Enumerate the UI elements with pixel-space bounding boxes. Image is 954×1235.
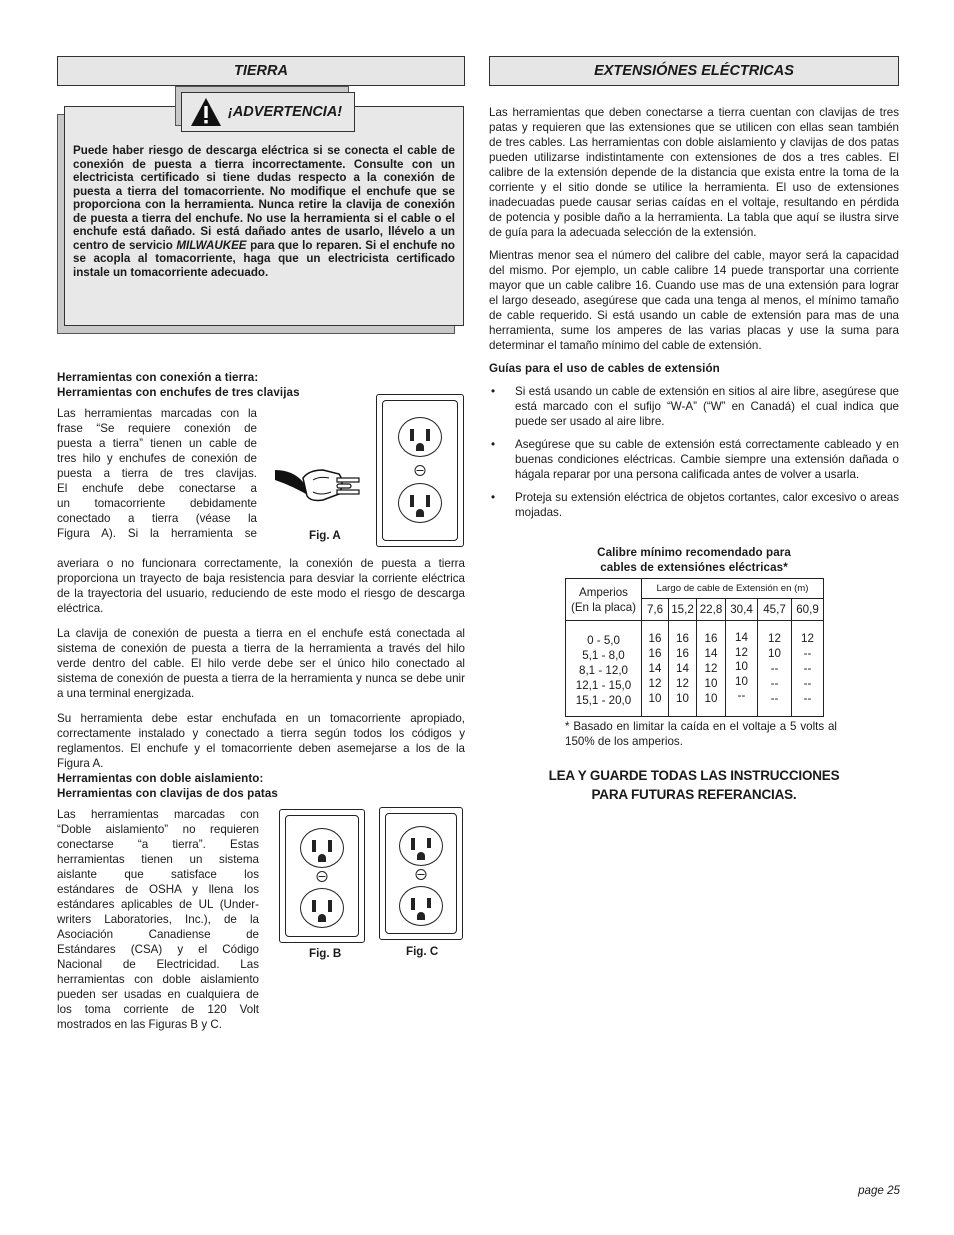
fig-b-outlet xyxy=(279,809,365,943)
bullet-icon: • xyxy=(491,438,496,451)
double-insulation-section xyxy=(57,771,465,1037)
grounded-section xyxy=(57,370,465,771)
warning-tab xyxy=(181,92,355,132)
extension-paragraph-1: Las herramientas que deben conectarse a tierra cuentan con clavijas de tres patas y requieren que las extensiones que se utilicen con ellas sean también de tres cables. Las herramientas con doble aislamiento y clavijas de dos patas pueden utilizarse indistintamente con extensiones de dos a tres cables. El calibre de la extensión depende de la distancia que exista entre la toma de la corriente y el sitio donde se utilice la herramienta. El uso de extensiones inadecuadas puede causar serias caídas en el voltaje, resultando en pérdida de potencia y posible daño a la herramienta. La tabla que aquí se ilustra sirve de guía para la adecuada selección de la extensión. xyxy=(489,106,899,239)
section-header-tierra: TIERRA xyxy=(57,56,465,86)
page-number: page 25 xyxy=(858,1184,900,1197)
table-row: 0 - 5,0 5,1 - 8,0 8,1 - 12,0 12,1 - 15,0 15,1 - 20,0 16 16 14 12 10 16 16 14 12 10 16 14 12 10 10 14 12 10 10 -- 12 10 -- -- -- 12 -- -- -- -- xyxy=(566,621,824,717)
table-footnote: * Basado en limitar la caída en el voltaje a 5 volts al 150% de los amperios. xyxy=(565,720,837,748)
table-row: 7,6 15,2 22,8 30,4 45,7 60,9 xyxy=(566,599,824,621)
gauge-table-wrap xyxy=(565,578,899,749)
fig-b-label: Fig. B xyxy=(309,947,342,960)
closing-notice: LEA Y GUARDE TODAS LAS INSTRUCCIONES PARA FUTURAS REFERANCIAS. xyxy=(548,768,840,802)
fig-c-label: Fig. C xyxy=(406,945,439,958)
fig-a-label: Fig. A xyxy=(309,529,341,542)
grounded-heading-2: Herramientas con enchufes de tres clavijas xyxy=(57,386,300,399)
double-heading-1: Herramientas con doble aislamiento: xyxy=(57,772,264,785)
warning-title: ¡ADVERTENCIA! xyxy=(228,103,343,120)
grounded-paragraph-2: La clavija de conexión de puesta a tierra en el enchufe está conectada al sistema de conexión de puesta a tierra de la herramienta a través del hilo verde dentro del cable. El hilo verde debe ser el único hilo conectado al sistema de conexión de puesta a tierra de la herramienta y nunca se debe unir a una terminal energizada. xyxy=(57,627,465,700)
double-heading-2: Herramientas con clavijas de dos patas xyxy=(57,787,278,800)
list-item: • Proteja su extensión eléctrica de objetos cortantes, calor excesivo o areas mojadas. xyxy=(491,491,899,519)
brand-name: MILWAUKEE xyxy=(176,238,247,252)
bullet-icon: • xyxy=(491,491,496,504)
guide-heading: Guías para el uso de cables de extensión xyxy=(489,362,720,375)
extension-paragraph-2: Mientras menor sea el número del calibre del cable, mayor será la capacidad del mismo. Por ejemplo, un cable calibre 14 puede transportar una corriente mayor que un cable calibre 16. Cuando use mas de una extensión para lograr el largo deseado, asegúrese que cada una tenga al menos, el mínimo tamaño de cable requerido. Si está usando un cable de extensión para mas de una herramienta, sume los amperes de las varias placas y use la suma para determinar el tamaño mínimo del cable de extensión. xyxy=(489,249,899,352)
table-row: Amperios (En la placa) Largo de cable de Extensión en (m) xyxy=(566,579,824,599)
left-column xyxy=(57,56,465,1037)
warning-triangle-icon xyxy=(190,97,222,127)
grounded-intro: Las herramientas marcadas con la frase “Se requiere conexión de puesta a tierra” tienen un cable de tres hilo y enchufes de conexión de puesta a tierra de tres clavijas. El enchufe debe conectarse a un tomacorriente debidamente conectado a tierra (véase la Figura A). Si la herramienta se xyxy=(57,407,257,540)
grounded-heading-1: Herramientas con conexión a tierra: xyxy=(57,371,259,384)
double-intro: Las herramientas marcadas con “Doble aislamiento” no requieren conectarse “a tierra”. Estas herramientas tienen un sistema aislante que satisface los estándares de OSHA y llena los estándares aplicables de UL (Under- writers Laboratories, Inc.), de la Asociación Canadiense de Estándares (CSA) y el Código Nacional de Electricidad. Las herramientas con doble aislamiento pueden ser usadas en cualquiera de los toma corriente de 120 Volt mostrados en las Figuras B y C. xyxy=(57,808,259,1031)
list-item: • Asegúrese que su cable de extensión está correctamente cableado y en buenas condiciones eléctricas. Cambie siempre una extensión dañada o hágala reparar por una persona calificada antes de volver a usarla. xyxy=(491,438,899,481)
fig-a-outlet xyxy=(376,394,464,547)
three-prong-plug-icon xyxy=(273,456,365,516)
warning-box xyxy=(57,103,465,336)
grounded-continuation: averiara o no funcionara correctamente, la conexión de puesta a tierra proporciona un trayecto de baja resistencia para desviar la corriente eléctrica de la trayectoria del usuario, reduciendo de este modo el riesgo de descarga eléctrica. xyxy=(57,557,465,615)
length-header: Largo de cable de Extensión en (m) xyxy=(642,579,824,599)
section-header-extensiones: EXTENSIÓNES ELÉCTRICAS xyxy=(489,56,899,86)
amps-cell: 0 - 5,0 5,1 - 8,0 8,1 - 12,0 12,1 - 15,0 15,1 - 20,0 xyxy=(566,621,642,717)
warning-text: Puede haber riesgo de descarga eléctrica si se conecta el cable de conexión de puesta a tierra incorrectamente. Consulte con un electricista certificado si tiene dudas respecto a la conexión de puesta a tierra del tomacorriente. No modifique el enchufe que se proporciona con la herramienta. Nunca retire la clavija de conexión de puesta a tierra del enchufe. No use la herramienta si el cable o el enchufe está dañado. Si está dañado antes de usarlo, llévelo a un centro de servicio MILWAUKEE para que lo reparen. Si el enchufe no se acopla al tomacorriente, haga que un electricista certificado instale un tomacorriente adecuado. xyxy=(73,144,455,279)
bullet-icon: • xyxy=(491,385,496,398)
grounded-paragraph-3: Su herramienta debe estar enchufada en un tomacorriente apropiado, correctamente instalado y conectado a tierra según todos los códigos y reglamentos. El enchufe y el tomacorriente deben asemejarse a los de la Figura A. xyxy=(57,712,465,770)
list-item: • Si está usando un cable de extensión en sitios al aire libre, asegúrese que está marcado con el sufijo “W-A” (“W” en Canadá) el cual indica que puede ser usado al aire libre. xyxy=(491,385,899,428)
fig-c-outlet xyxy=(379,807,463,940)
gauge-table xyxy=(565,578,824,717)
right-column xyxy=(489,56,899,804)
table-caption: Calibre mínimo recomendado para cables de extensiónes eléctricas* xyxy=(597,546,791,574)
